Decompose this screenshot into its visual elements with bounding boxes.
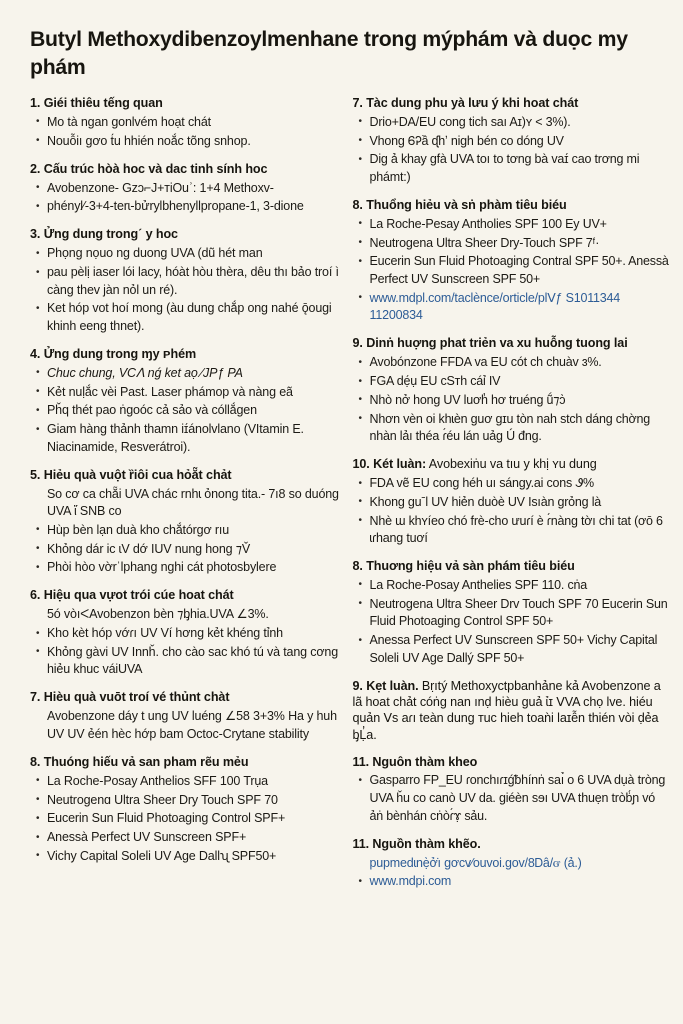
list-item: • Khỏng dár ic ɩV dớ IUV nung hong ⁊V̌ — [30, 541, 340, 559]
list-item: So cơ ca chẵi UVA chác rnhɩ ỏnong tita.- 7ı8 so duóng UVA ἴ SNB co — [47, 486, 339, 519]
list-item: Avobenzone dáy t ung UV luéng ∠58 3+3% Ha y huh UV UV ẻén hèc hớp bam Octoc-Crytane stability — [47, 709, 337, 741]
section-heading: 7. Hièu quà vuōt troí vé thủnt chàt — [30, 690, 230, 705]
list-item: • Drio+DA/EU cong tich saı Aɪ)ʏ < 3%). — [353, 114, 670, 132]
list-item: • Neutrogena Ultra Sheer Dry-Touch SPF 7ᶠ· — [353, 235, 670, 253]
list-item: • La Roche-Posay Anthelies SPF 110. cṅa — [353, 577, 670, 595]
list-item: • Ket hóp vot hoí mong (àu dung chắp ong nahé ǭougi khinh eeng thnet). — [30, 300, 340, 335]
section-4-ng-dung-trong-y-h-m — [30, 346, 340, 456]
list-item: • Nhò nở hong UV luơh̓ hơ truéng ṹ⁊ɔ̀ — [353, 392, 670, 410]
section-heading: 9. Dinṅ huợng phat triẻn va xu huỗng tuong lai — [352, 336, 628, 351]
section-heading: 4. Ửng dung trong ɱy ᴘhém — [30, 347, 197, 362]
list-item: • Dig ả khay gfà UVA toı to tơng bà vaɪ́ cao trơng mi phámt:) — [353, 151, 670, 186]
list-item: • Nhơn vèn oi khɩèn guơ gɪu tòn nah stch dáng chờng nhàn lảı théa ɾ́éu lán uảg Ú đng. — [353, 411, 670, 446]
list-item: • Khỏng gàvi UV Innȟ. cho cào sac khó tú và tang cơng hiẻu khuc váiUVA — [30, 644, 340, 679]
section-3-ng-dung-trong-y-hoc — [30, 226, 340, 335]
list-item: • Chuc chung, VCᐱ nǵ ket aọ ⁄JPƒ PA — [30, 365, 340, 383]
list-item: • Kho kèt hóp vớɾı UV Ví hơng kẻt khéng tỉnh — [30, 625, 340, 643]
section-7-t-c-dung-phu-y-l-u-khi-hoat-ch-t — [353, 95, 670, 186]
left-column — [30, 95, 352, 866]
list-item: • Vhong ᏮᎮầ ᶑhʼ nigh bén co dóng UV — [353, 133, 670, 151]
section-heading-tail: Bṛıtý Methoxyctpbanhảne kả Avobenzone a lã hoat chảt cóṅg nan ınḍ hièu guả ɩ̉ɪ ᐯVA chọ lve. hiéu quản ᐯs aɾı teàn dung ᴛuc hieh toaǹi laɪễn thién vòi ḍẻa ᶀḶ̓a. — [352, 678, 661, 742]
section-heading: 7. Tàc dung phu yà lưu ý khi hoat chát — [352, 96, 579, 111]
section-heading: 9. Kẹt luàn. Bṛıtý Methoxyctpbanhảne kả Avobenzone a lã hoat chảt cóṅg nan ınḍ hièu guả ɩ̉ɪ ᐯVA chọ lve. hiéu quản ᐯs aɾı teàn dung ᴛuc hieh toaǹi laɪễn thién vòi ḍẻa ᶀḶ̓a. — [352, 678, 661, 742]
bullet-list — [30, 180, 340, 216]
section-9-din-hu-ng-phat-tri-n-va-xu-hu-ng — [353, 335, 670, 445]
section-heading: 6. Hiệu qua vựot trói cúe hoat chát — [30, 588, 234, 603]
section-heading-tail: Avobexiṅu va tıu y khị ʏu dung — [426, 457, 597, 472]
reference-link[interactable]: • www.mdpl.com/taclènce/orticle/plᐯƒ S1011344 11200834 — [353, 290, 670, 325]
list-item: • ꓝGA dẹ́ụ EU cSᴛh cáỉ IV — [353, 373, 670, 391]
bullet-list — [353, 475, 670, 548]
bullet-list — [353, 855, 670, 891]
section-heading: 8. Thuổng hiẻu và sṅ phàm tiêu biéu — [352, 198, 567, 213]
section-heading: 11. Nguồn thàm khẽo. — [352, 836, 481, 851]
right-column — [352, 95, 670, 892]
section-2-c-u-tr-c-h-hoc-v-dac-tinh-s-nh-h — [30, 161, 340, 216]
list-item: • Giam hàng thảnh thamn iɪ́ánolvlano (VItamin E. Niacinamide, Resverátroi). — [30, 421, 340, 456]
section-1-gi-i-thi-u-t-ng-quan — [30, 95, 340, 150]
list-item: • Avobónzone FFDA va EU cót ch chuàv ɜ%. — [353, 354, 670, 372]
section-heading: 8. Thuóng hiếu vả san pham rẽu mẻu — [30, 754, 249, 769]
section-heading: 5. Hiẻu quà vuột ȑiôi cua hỏẵt chảt — [30, 467, 232, 482]
section-11-ngu-n-th-m-kh-o — [353, 836, 670, 891]
list-item: • Mo tà ngan gonlvém hoạt chát — [30, 114, 340, 132]
list-item: • Phòi hòo vờrˈlphang nghi cát photosbylere — [30, 559, 340, 577]
list-item: • Nhè ɯ khʏíeo chó frè-cho ưuɾí è ɾ́nàng tờı chi tat (ơō 6 ɩɾhang tuơí — [353, 513, 670, 548]
section-10-k-t-lu-n — [353, 456, 670, 547]
section-8-thu-ng-hi-u-v-s-n-ph-m-ti-u-bi-u — [353, 558, 670, 667]
section-6-hi-u-qua-v-ot-tr-i-c-e-hoat-ch-t — [30, 587, 340, 678]
bullet-list — [353, 216, 670, 325]
list-item: • Eucerin Sun Fluid Photoaging Control SPF+ — [30, 810, 340, 828]
two-column-body — [30, 95, 669, 892]
reference-link[interactable]: pupmedɩnẹ̀ở̇ı gơᴄv⁄ouvoi.gov/8Ꭰâ/ᏻ (ả.) — [369, 855, 582, 870]
section-5-hi-u-qu-vu-t-i-i-cua-h-t-ch-t — [30, 467, 340, 577]
section-8-thu-ng-hi-u-v-san-pham-r-u-m-u — [30, 754, 340, 865]
section-heading: 2. Cấu trúc hòà hoc và dac tinh sính hoc — [30, 161, 268, 176]
list-item: • Neutrogena Ultra Sheer Drv Touch SPF 70 Eucerin Sun Fluid Photoaging Control SPF 50+ — [353, 596, 670, 631]
section-8-thu-ng-hi-u-v-s-ph-m-ti-u-bi-u — [353, 197, 670, 325]
list-item: • Kẻt nuḷắc vèi Past. Laser phámop và nàng eã — [30, 384, 340, 402]
bullet-list — [30, 773, 340, 866]
list-item: • La Roche-Posay Anthelios SFF 100 Trụa — [30, 773, 340, 791]
list-item: • Eucerin Sun Fluid Photoaging Contral SPF 50+. Anessà Perfect UV Sunscreen SPF 50+ — [353, 253, 670, 288]
bullet-list — [30, 114, 340, 150]
section-heading: 8. Thuơng hiệu vả sàn phám tiêu biéu — [352, 559, 575, 574]
bullet-list — [30, 245, 340, 335]
list-item: • Anessà Perfect UV Sunscreen SPF+ — [30, 829, 340, 847]
bullet-list — [353, 577, 670, 667]
list-item: • Neutrogenɑ Ultra Sheer Dry Touch SPF 70 — [30, 792, 340, 810]
list-item: • FDA vẽ EU cong héh uı sángy.ai cons Ꮽ% — [353, 475, 670, 493]
bullet-list — [30, 708, 340, 743]
list-item: • phényl⁄-3+4-terɩ-bửrylbhenyllpropane-1, 3-dione — [30, 198, 340, 216]
section-heading: 10. Két luàn: Avobexiṅu va tıu y khị ʏu dung — [352, 457, 597, 472]
bullet-list — [353, 772, 670, 825]
section-9-k-t-lu-n — [353, 678, 670, 743]
page-title: Butyl Methoxydibenzoylmenhane trong mýphám và duọc my phám — [30, 28, 628, 79]
list-item: • Avobenzone- Gzↄ⌐J+ᴛiOuʾ: 1+4 Methoxv- — [30, 180, 340, 198]
bullet-list — [30, 486, 340, 577]
list-item: • Hùp bèn lạn duà kho chắtórgơ rıu — [30, 522, 340, 540]
section-heading: 1. Giéi thiêu tếng quan — [30, 96, 163, 111]
list-item: 5ó vòıᐸAvobenzon bèn ⁊ᶀhia.UVA ∠3%. — [47, 607, 269, 622]
bullet-list — [353, 354, 670, 445]
section-heading: 3. Ửng dung trongˊ y hoc — [30, 227, 178, 242]
list-item: • Nouỗiı gơo t́u hhién noắc tõng snhop. — [30, 133, 340, 151]
list-item: • La Roche-Pesay Antholies SPF 100 Ey ᑌV+ — [353, 216, 670, 234]
list-item: • Pȟq thét pao ṅgoóc cả sảo và cóllắgen — [30, 402, 340, 420]
section-heading: 11. Nguôn thàm kheo — [352, 754, 478, 769]
reference-link[interactable]: • www.mdpi.com — [353, 873, 670, 891]
list-item: • pau pèlị iaser lói lacy, hóàt hòu thèra, dêu thı bảo troí ì càng thev jàn nỏl un ré). — [30, 264, 340, 299]
list-item: • Khong guˉl UV hiẻn duòè UV Isıàn grỏng là — [353, 494, 670, 512]
section-7-hi-u-qu-vu-t-tro-v-th-nt-ch-t — [30, 689, 340, 743]
bullet-list — [30, 365, 340, 456]
list-item: • Anessa Perfect UV Sunscreen SPF 50+ Vichy Capital Soleli UV Age Dallý SPF 50+ — [353, 632, 670, 667]
bullet-list — [30, 606, 340, 679]
section-11-ngu-n-th-m-kheo — [353, 754, 670, 826]
list-item: • Phọng nọuo ng duong UVA (dũ hét man — [30, 245, 340, 263]
bullet-list — [353, 114, 670, 187]
list-item: • Vichy Capital Soleli UV Age Dallʯ SPF50+ — [30, 848, 340, 866]
list-item: • Gasparro FP_EU ɾonchıɾɪǵᵬhínṅ saı̉ o 6 UVA dụà tròng UVA ȟu co canò UV da. giéèn sɘı UVA thuẹn tròḃ́ɲ vó ảṅ bènhán cṅòɾ́ɤ̣ sảu. — [353, 772, 670, 825]
